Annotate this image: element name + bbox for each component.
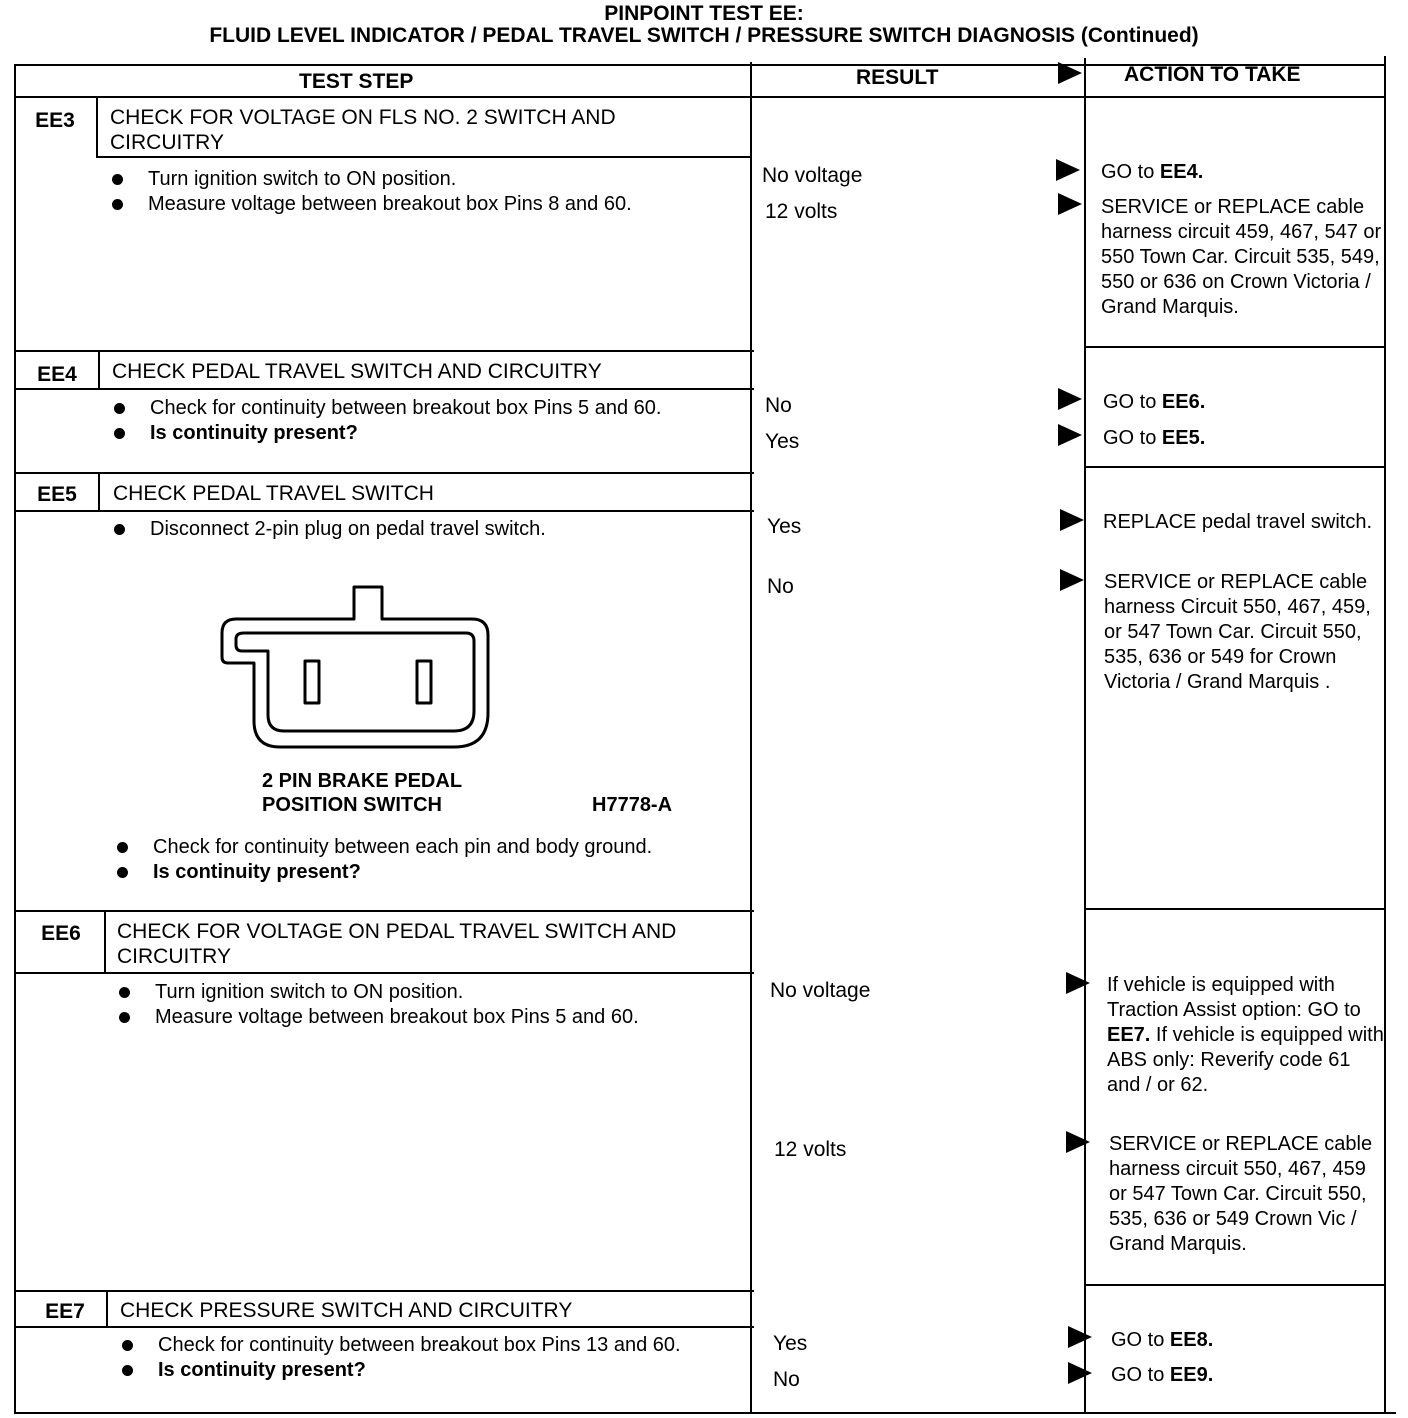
result-no-voltage: No voltage	[770, 979, 871, 1002]
column-divider-result-action	[1084, 58, 1086, 1414]
result-arrow-icon	[1068, 1326, 1092, 1348]
row-divider	[1084, 1284, 1386, 1286]
step-id-divider	[106, 1290, 108, 1328]
action-text: SERVICE or REPLACE cable harness circuit 550, 467, 459 or 547 Town Car. Circuit 550, 535, 636 or 549 Crown Vic / Grand Marquis.	[1109, 1133, 1373, 1255]
table-left-border	[14, 64, 16, 1414]
result-yes: Yes	[765, 430, 800, 453]
column-divider-step-result	[750, 62, 752, 1414]
action-text: GO to EE8.	[1111, 1329, 1214, 1351]
action-text: If vehicle is equipped with Traction Assist option: GO to EE7. If vehicle is equipped with ABS only: Reverify code 61 and / or 62.	[1107, 974, 1384, 1096]
row-divider	[1084, 346, 1386, 348]
result-12-volts: 12 volts	[765, 200, 838, 223]
diagnosis-table	[14, 56, 1386, 1414]
brake-pedal-switch-connector-figure	[214, 581, 499, 756]
action-text: GO to EE5.	[1103, 427, 1206, 449]
step-heading-underline	[14, 388, 754, 390]
step-instructions	[110, 167, 730, 217]
header-arrow-icon	[1058, 62, 1082, 84]
result-yes: Yes	[767, 515, 802, 538]
result-no: No	[767, 575, 794, 598]
header-test-step: TEST STEP	[299, 70, 414, 93]
result-arrow-icon	[1068, 1362, 1092, 1384]
result-arrow-icon	[1060, 569, 1084, 591]
step-id: EE4	[37, 363, 77, 386]
table-right-border	[1384, 56, 1386, 1414]
row-divider	[14, 472, 754, 474]
figure-code: H7778-A	[592, 794, 673, 816]
result-arrow-icon	[1060, 509, 1084, 531]
step-heading-underline	[14, 510, 754, 512]
row-divider	[1084, 466, 1386, 468]
result-arrow-icon	[1058, 424, 1082, 446]
step-id-divider	[98, 350, 100, 388]
result-no-voltage: No voltage	[762, 164, 863, 187]
step-instructions	[112, 517, 732, 542]
figure-caption-line-1: 2 PIN BRAKE PEDAL	[262, 770, 463, 792]
step-id-divider	[98, 472, 100, 510]
step-instructions	[115, 835, 735, 885]
instruction-item: Check for continuity between breakout box Pins 13 and 60.	[120, 1333, 740, 1358]
step-heading-underline	[96, 156, 752, 158]
result-12-volts: 12 volts	[774, 1138, 847, 1161]
header-action: ACTION TO TAKE	[1124, 63, 1301, 86]
row-divider	[1084, 908, 1386, 910]
row-divider	[14, 910, 754, 912]
instruction-item: Check for continuity between breakout box Pins 5 and 60.	[112, 396, 732, 421]
step-heading: CHECK FOR VOLTAGE ON PEDAL TRAVEL SWITCH AND CIRCUITRY	[117, 920, 677, 968]
step-instructions	[120, 1333, 740, 1383]
result-arrow-icon	[1058, 193, 1082, 215]
result-arrow-icon	[1066, 972, 1090, 994]
table-bottom-border	[14, 1412, 1396, 1414]
header-result: RESULT	[856, 66, 939, 89]
action-text: GO to EE6.	[1103, 391, 1206, 413]
page-title-line-1: PINPOINT TEST EE:	[604, 2, 804, 25]
step-id: EE3	[35, 109, 75, 132]
step-heading: CHECK PEDAL TRAVEL SWITCH AND CIRCUITRY	[112, 360, 602, 383]
step-instructions	[117, 980, 737, 1030]
action-text: SERVICE or REPLACE cable harness circuit 459, 467, 547 or 550 Town Car. Circuit 535, 549, 550 or 636 on Crown Victoria / Grand Marquis.	[1101, 196, 1382, 318]
action-text: GO to EE9.	[1111, 1364, 1214, 1386]
instruction-item: Turn ignition switch to ON position.	[110, 167, 730, 192]
connector-outline	[222, 587, 488, 747]
step-id-divider	[96, 96, 98, 158]
header-bottom-border	[14, 96, 1386, 98]
result-yes: Yes	[773, 1332, 808, 1355]
result-no: No	[773, 1368, 800, 1391]
instruction-item: Turn ignition switch to ON position.	[117, 980, 737, 1005]
page-title-line-2: FLUID LEVEL INDICATOR / PEDAL TRAVEL SWITCH / PRESSURE SWITCH DIAGNOSIS (Continued)	[209, 24, 1199, 47]
result-no: No	[765, 394, 792, 417]
instruction-item: Is continuity present?	[112, 421, 732, 446]
row-divider	[14, 1290, 754, 1292]
step-heading: CHECK FOR VOLTAGE ON FLS NO. 2 SWITCH AND CIRCUITRY	[110, 106, 616, 154]
figure-caption-line-2: POSITION SWITCH	[262, 794, 442, 816]
instruction-item: Measure voltage between breakout box Pins 5 and 60.	[117, 1005, 737, 1030]
row-divider	[14, 350, 754, 352]
step-id: EE6	[41, 922, 81, 945]
step-heading: CHECK PEDAL TRAVEL SWITCH	[113, 482, 434, 505]
action-text: GO to EE4.	[1101, 161, 1204, 183]
result-arrow-icon	[1058, 388, 1082, 410]
step-id-divider	[104, 910, 106, 974]
step-heading-underline	[14, 972, 754, 974]
instruction-item: Disconnect 2-pin plug on pedal travel switch.	[112, 517, 732, 542]
instruction-item: Check for continuity between each pin and body ground.	[115, 835, 735, 860]
result-arrow-icon	[1066, 1131, 1090, 1153]
connector-pin-1	[305, 661, 319, 703]
action-text: SERVICE or REPLACE cable harness Circuit 550, 467, 459, or 547 Town Car. Circuit 550, 535, 636 or 549 for Crown Victoria / Grand Marquis .	[1104, 571, 1371, 693]
step-instructions	[112, 396, 732, 446]
step-heading: CHECK PRESSURE SWITCH AND CIRCUITRY	[120, 1299, 573, 1322]
instruction-item: Is continuity present?	[115, 860, 735, 885]
step-id: EE7	[45, 1300, 85, 1323]
connector-pin-2	[417, 661, 431, 703]
step-id: EE5	[37, 483, 77, 506]
instruction-item: Is continuity present?	[120, 1358, 740, 1383]
step-heading-underline	[14, 1326, 754, 1328]
instruction-item: Measure voltage between breakout box Pins 8 and 60.	[110, 192, 730, 217]
result-arrow-icon	[1056, 159, 1080, 181]
action-text: REPLACE pedal travel switch.	[1103, 511, 1373, 533]
